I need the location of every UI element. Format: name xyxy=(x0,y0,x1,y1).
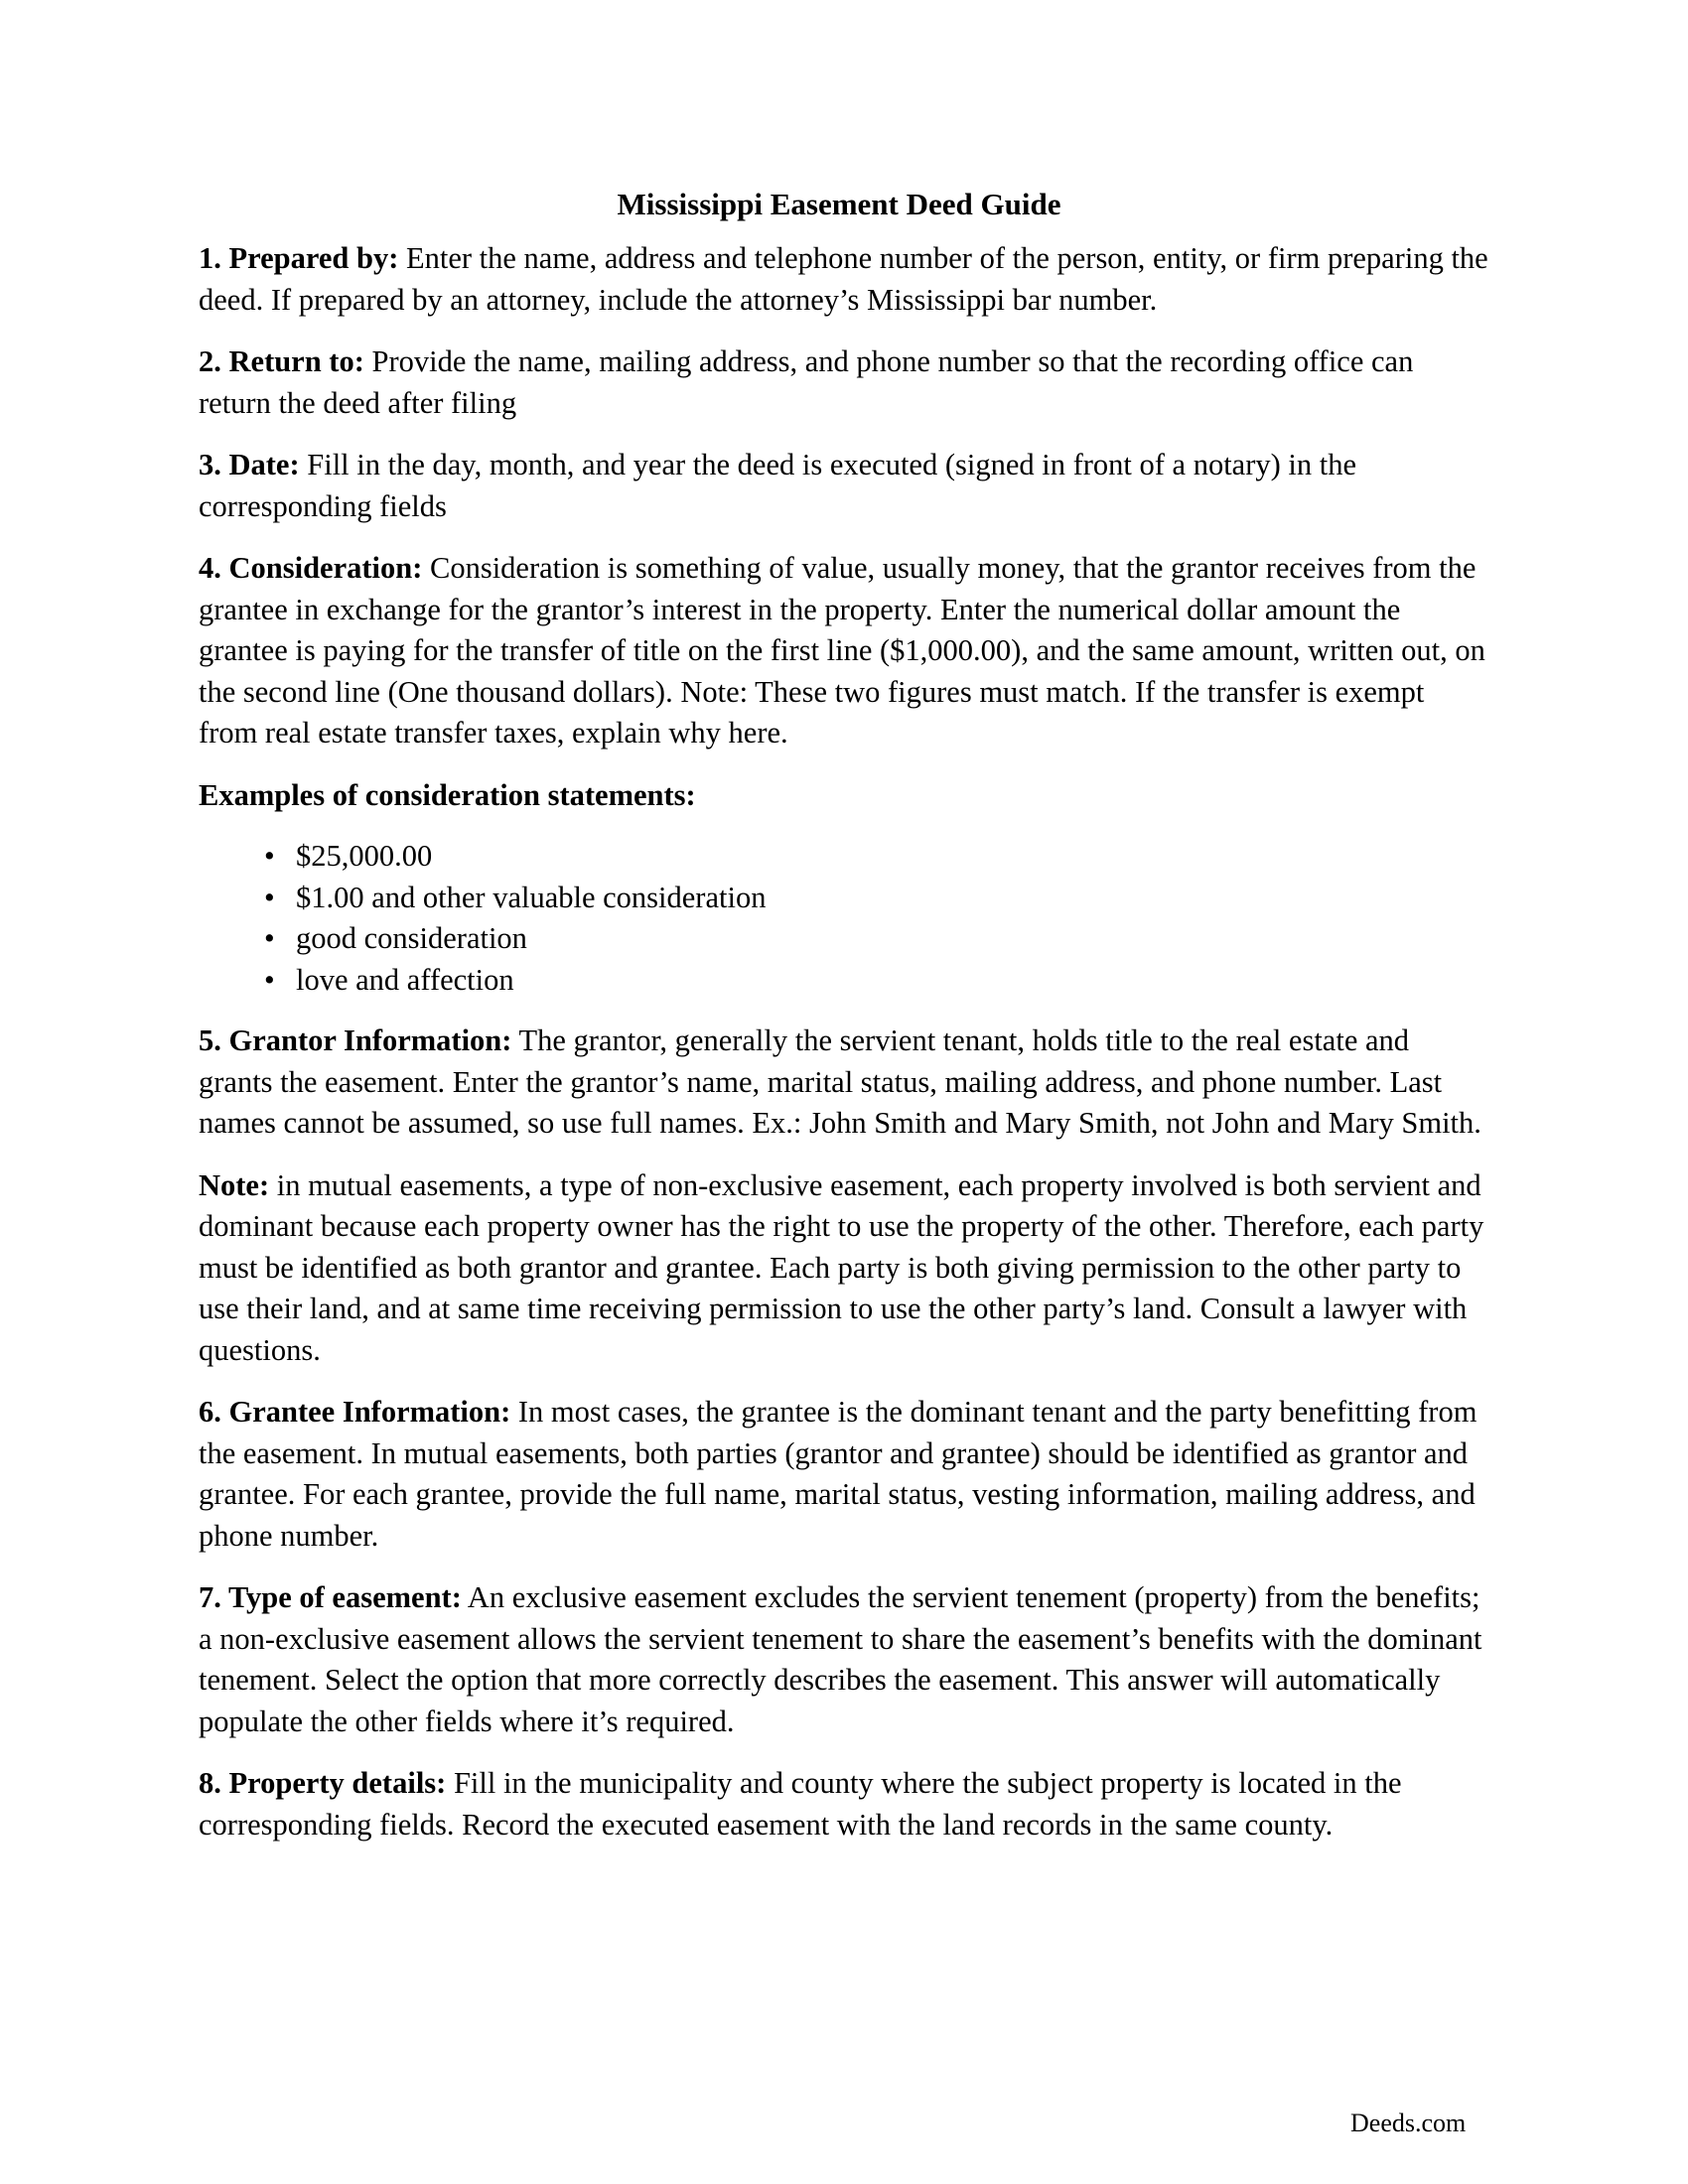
section-consideration xyxy=(199,548,1489,754)
section-text: Fill in the day, month, and year the deed is executed (signed in front of a notary) in the corresponding fields xyxy=(199,448,1357,523)
section-label: 5. Grantor Information: xyxy=(199,1024,512,1057)
section-text: Consideration is something of value, usually money, that the grantor receives from the grantee in exchange for the grantor’s interest in the property. Enter the numerical dollar amount the grantee is paying for the transfer of title on the first line ($1,000.00), and the same amount, written out, on the second line (One thousand dollars). Note: These two figures must match. If the transfer is exempt from real estate transfer taxes, explain why here. xyxy=(199,551,1485,750)
list-item xyxy=(264,960,1489,1002)
list-item-text: $25,000.00 xyxy=(296,839,433,873)
section-type-of-easement xyxy=(199,1577,1489,1742)
section-label: 3. Date: xyxy=(199,448,300,481)
section-label: Note: xyxy=(199,1167,270,1202)
list-item-text: $1.00 and other valuable consideration xyxy=(296,880,767,914)
section-grantee-information xyxy=(199,1392,1489,1557)
section-label: 2. Return to: xyxy=(199,344,364,378)
section-grantor-information xyxy=(199,1021,1489,1145)
list-item-text: love and affection xyxy=(296,962,514,997)
list-item xyxy=(264,878,1489,919)
section-label: 6. Grantee Information: xyxy=(199,1395,511,1429)
section-label: 7. Type of easement: xyxy=(199,1580,462,1614)
section-return-to xyxy=(199,341,1489,424)
bullet-icon: • xyxy=(264,962,275,997)
bullet-icon: • xyxy=(264,880,275,914)
section-date xyxy=(199,445,1489,527)
section-text: An exclusive easement excludes the servient tenement (property) from the benefits; a non-exclusive easement allows the servient tenement to share the easement’s benefits with the dominant tenement. Select the option that more correctly describes the easement. This answer will automatically populate the other fields where it’s required. xyxy=(199,1580,1482,1738)
section-prepared-by xyxy=(199,238,1489,321)
section-note xyxy=(199,1165,1489,1372)
section-label: 8. Property details: xyxy=(199,1766,447,1800)
list-item xyxy=(264,836,1489,878)
section-property-details xyxy=(199,1763,1489,1845)
document-page xyxy=(199,185,1489,1866)
examples-list xyxy=(199,836,1489,1001)
section-label: 1. Prepared by: xyxy=(199,241,399,275)
footer-brand: Deeds.com xyxy=(1350,2109,1467,2137)
list-item-text: good consideration xyxy=(296,921,527,955)
section-text: in mutual easements, a type of non-exclusive easement, each property involved is both servient and dominant because each property owner has the right to use the property of the other. Therefore, each party must be identified as both grantor and grantee. Each party is both giving permission to the other party to use their land, and at same time receiving permission to use the other party’s land. Consult a lawyer with questions. xyxy=(199,1167,1484,1367)
section-text: In most cases, the grantee is the dominant tenant and the party benefitting from the easement. In mutual easements, both parties (grantor and grantee) should be identified as grantor and grantee. For each grantee, provide the full name, marital status, vesting information, mailing address, and phone number. xyxy=(199,1395,1477,1553)
section-text: Enter the name, address and telephone number of the person, entity, or firm preparing the deed. If prepared by an attorney, include the attorney’s Mississippi bar number. xyxy=(199,241,1488,317)
bullet-icon: • xyxy=(264,921,275,955)
list-item xyxy=(264,918,1489,960)
section-label: 4. Consideration: xyxy=(199,551,423,585)
section-text: Provide the name, mailing address, and phone number so that the recording office can return the deed after filing xyxy=(199,344,1414,420)
bullet-icon: • xyxy=(264,839,275,873)
section-text: The grantor, generally the servient tenant, holds title to the real estate and grants the easement. Enter the grantor’s name, marital status, mailing address, and phone number. Last names cannot be assumed, so use full names. Ex.: John Smith and Mary Smith, not John and Mary Smith. xyxy=(199,1024,1481,1140)
examples-heading: Examples of consideration statements: xyxy=(199,777,696,812)
page-title: Mississippi Easement Deed Guide xyxy=(617,187,1061,221)
section-text: Fill in the municipality and county where the subject property is located in the corresponding fields. Record the executed easement with the land records in the same county. xyxy=(199,1766,1402,1842)
